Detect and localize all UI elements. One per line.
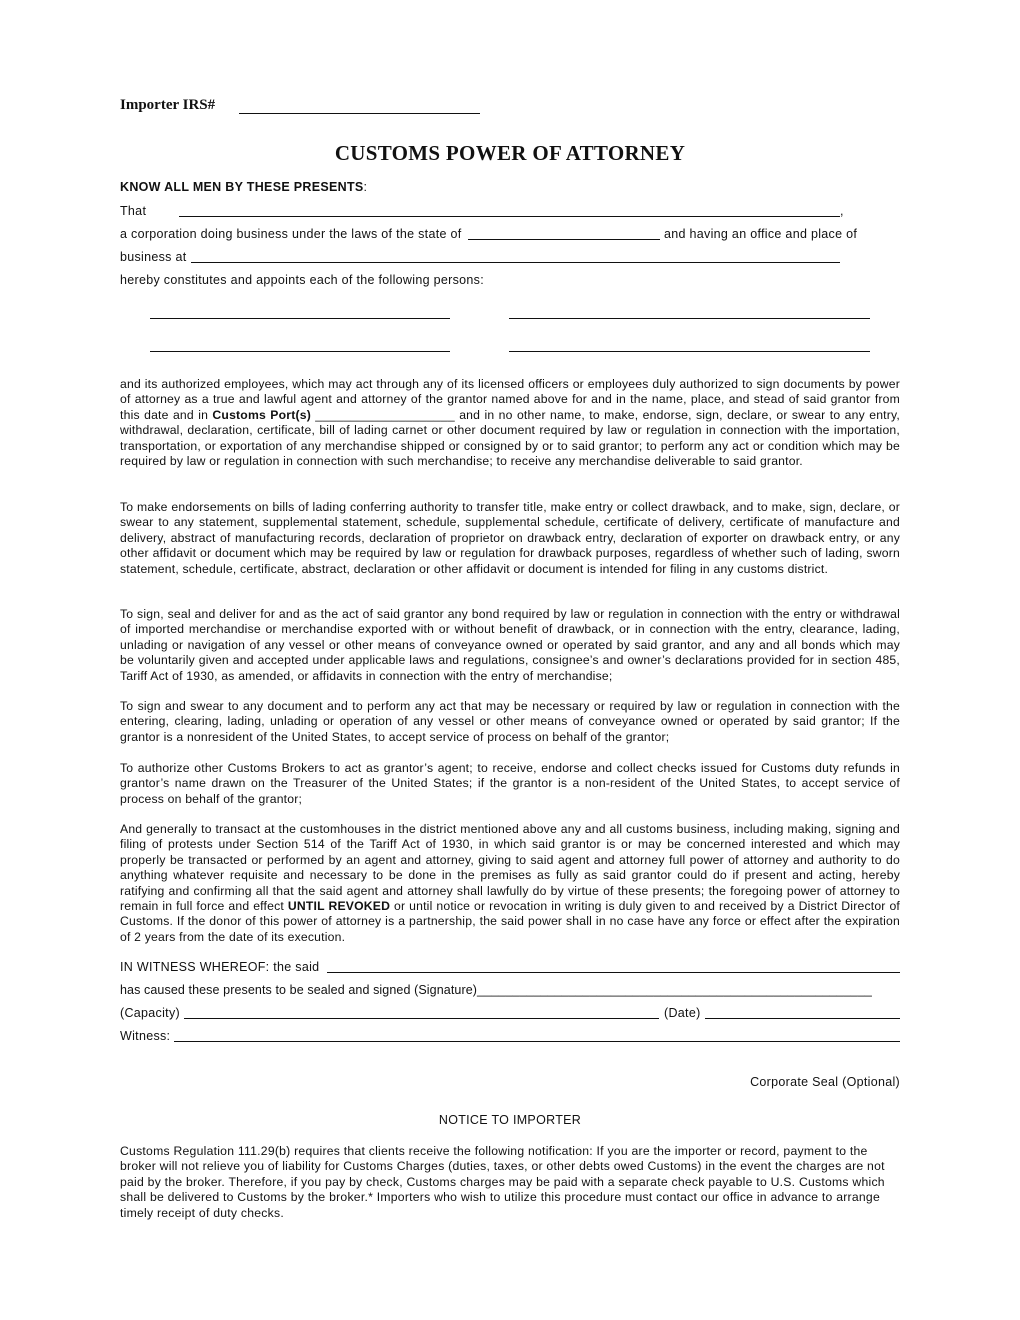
grantor-name-field[interactable] [179,216,840,217]
witness-whereof-label: IN WITNESS WHEREOF: the said [120,960,320,974]
p6-text-a: And generally to transact at the customhouses in the district mentioned above any and all customs business, including making, signing and filing of protests under Section 514 of the Tariff Act of 1930, in which said grantor is or may be concerned interested and which may properly be transacted or performed by an agent and attorney, giving to said agent and attorney full power of attorney and authority to do anything whatever requisite and necessary to be done in the premises as fully as said grantor could do if present and acting, hereby ratifying and confirming all that the said agent and attorney shall lawfully do by virtue of these presents; the foregoing power of attorney to remain in full force and effect [120,822,900,914]
that-comma: , [840,204,844,218]
notice-body: Customs Regulation 111.29(b) requires that clients receive the following notification: If you are the importer or record, payment to the broker will not relieve you of liability for Customs Charges (duties, taxes, or other debts owed Customs) in the event the charges are not paid by the broker. Therefore, if you pay by check, Customs charges may be paid with a separate check payable to U.S. Customs which shall be delivered to Customs by the broker.* Importers who wish to utilize this procedure must contact our office in advance to arrange timely receipt of duty checks. [120,1144,885,1220]
that-label: That [120,204,147,218]
paragraph-general [120,822,900,945]
importer-irs-label: Importer IRS# [120,97,216,113]
capacity-label: (Capacity) [120,1006,180,1020]
importer-irs-field[interactable] [239,113,480,114]
paragraph-documents: To sign and swear to any document and to perform any act that may be necessary or required by law or regulation in connection with the entering, clearing, lading, unlading or operation of any vessel or other means of conveyance owned or operated by said grantor; If the grantor is a nonresident of the United States, to accept service of process on behalf of the grantor; [120,699,900,744]
paragraph-brokers: To authorize other Customs Brokers to act as grantor’s agent; to receive, endorse and collect checks issued for Customs duty refunds in grantor’s name drawn on the Treasurer of the United States; if the grantor is a non-resident of the United States, to accept service of process on behalf of the grantor; [120,761,900,806]
signature-line[interactable]: has caused these presents to be sealed and signed (Signature)________________________________________________________ [120,983,872,997]
date-field[interactable] [705,1018,900,1019]
witness-whereof-field[interactable] [327,972,900,973]
appointee-field-3[interactable] [150,351,450,352]
corporation-suffix: and having an office and place of [664,227,858,241]
corporation-prefix: a corporation doing business under the laws of the state of [120,227,462,241]
customs-ports-field[interactable]: ____________________ [310,407,460,422]
document-title: CUSTOMS POWER OF ATTORNEY [334,141,686,165]
corporate-seal-label: Corporate Seal (Optional) [750,1075,900,1089]
p1-text-a: and its authorized employees, which may act through any of its licensed officers or employees duly authorized to sign documents by power of attorney as a true and lawful agent and attorney of the grantor named above for and in the name, place, and stead of said grantor from this date and in [120,377,900,422]
p6-text-b: or until notice or revocation in writing is duly given to and received by a District Director of Customs. If the donor of this power of attorney is a partnership, the said power shall in no case have any force or effect after the expiration of 2 years from the date of its execution. [120,899,901,944]
state-field[interactable] [468,239,660,240]
know-all-heading [120,180,367,194]
witness-label: Witness: [120,1029,171,1043]
appointee-field-4[interactable] [509,351,870,352]
appoints-text: hereby constitutes and appoints each of the following persons: [120,273,484,287]
paragraph-bonds: To sign, seal and deliver for and as the act of said grantor any bond required by law or regulation in connection with the entry or withdrawal of imported merchandise or merchandise exported with or without benefit of drawback, or in connection with the entry, clearance, lading, unlading or navigation of any vessel or other means of conveyance owned or operated by said grantor, and any and all bonds which may be voluntarily given and accepted under applicable laws and regulations, consignee’s and owner’s declarations provided for in section 485, Tariff Act of 1930, as amended, or affidavits in connection with the entry of merchandise; [120,607,900,683]
capacity-field[interactable] [184,1018,659,1019]
know-all-text: KNOW ALL MEN BY THESE PRESENTS [120,180,364,194]
paragraph-authorization [120,377,900,469]
date-label: (Date) [664,1006,701,1020]
business-address-field[interactable] [191,262,840,263]
business-at-label: business at [120,250,187,264]
notice-heading: NOTICE TO IMPORTER [438,1113,582,1127]
witness-field[interactable] [174,1041,900,1042]
paragraph-endorsements: To make endorsements on bills of lading conferring authority to transfer title, make entry or collect drawback, and to make, sign, declare, or swear to any statement, supplemental statement, schedule, supplemental schedule, certificate of delivery, certificate of manufacture and delivery, abstract of manufacturing records, declaration of proprietor on drawback entry, declaration of exporter on drawback entry, or any other affidavit or document which may be required by law or regulation for drawback purposes, regardless of whether such of lading, sworn statement, schedule, certificate, abstract, declaration or other affidavit or document is intended for filing in any customs district. [120,500,900,576]
p1-text-b: and in no other name, to make, endorse, sign, declare, or swear to any entry, withdrawal, declaration, certificate, bill of lading carnet or other document required by law or regulation in connection with the importation, transportation, or exportation of any merchandise shipped or consigned by or to said grantor; to perform any act or condition which may be required by law or regulation in connection with such merchandise; to receive any merchandise deliverable to said grantor. [120,407,901,469]
until-revoked-text: UNTIL REVOKED [287,899,391,914]
appointee-field-2[interactable] [509,318,870,319]
appointee-field-1[interactable] [150,318,450,319]
customs-ports-label: Customs Port(s) [212,407,311,422]
know-all-colon: : [363,180,368,194]
